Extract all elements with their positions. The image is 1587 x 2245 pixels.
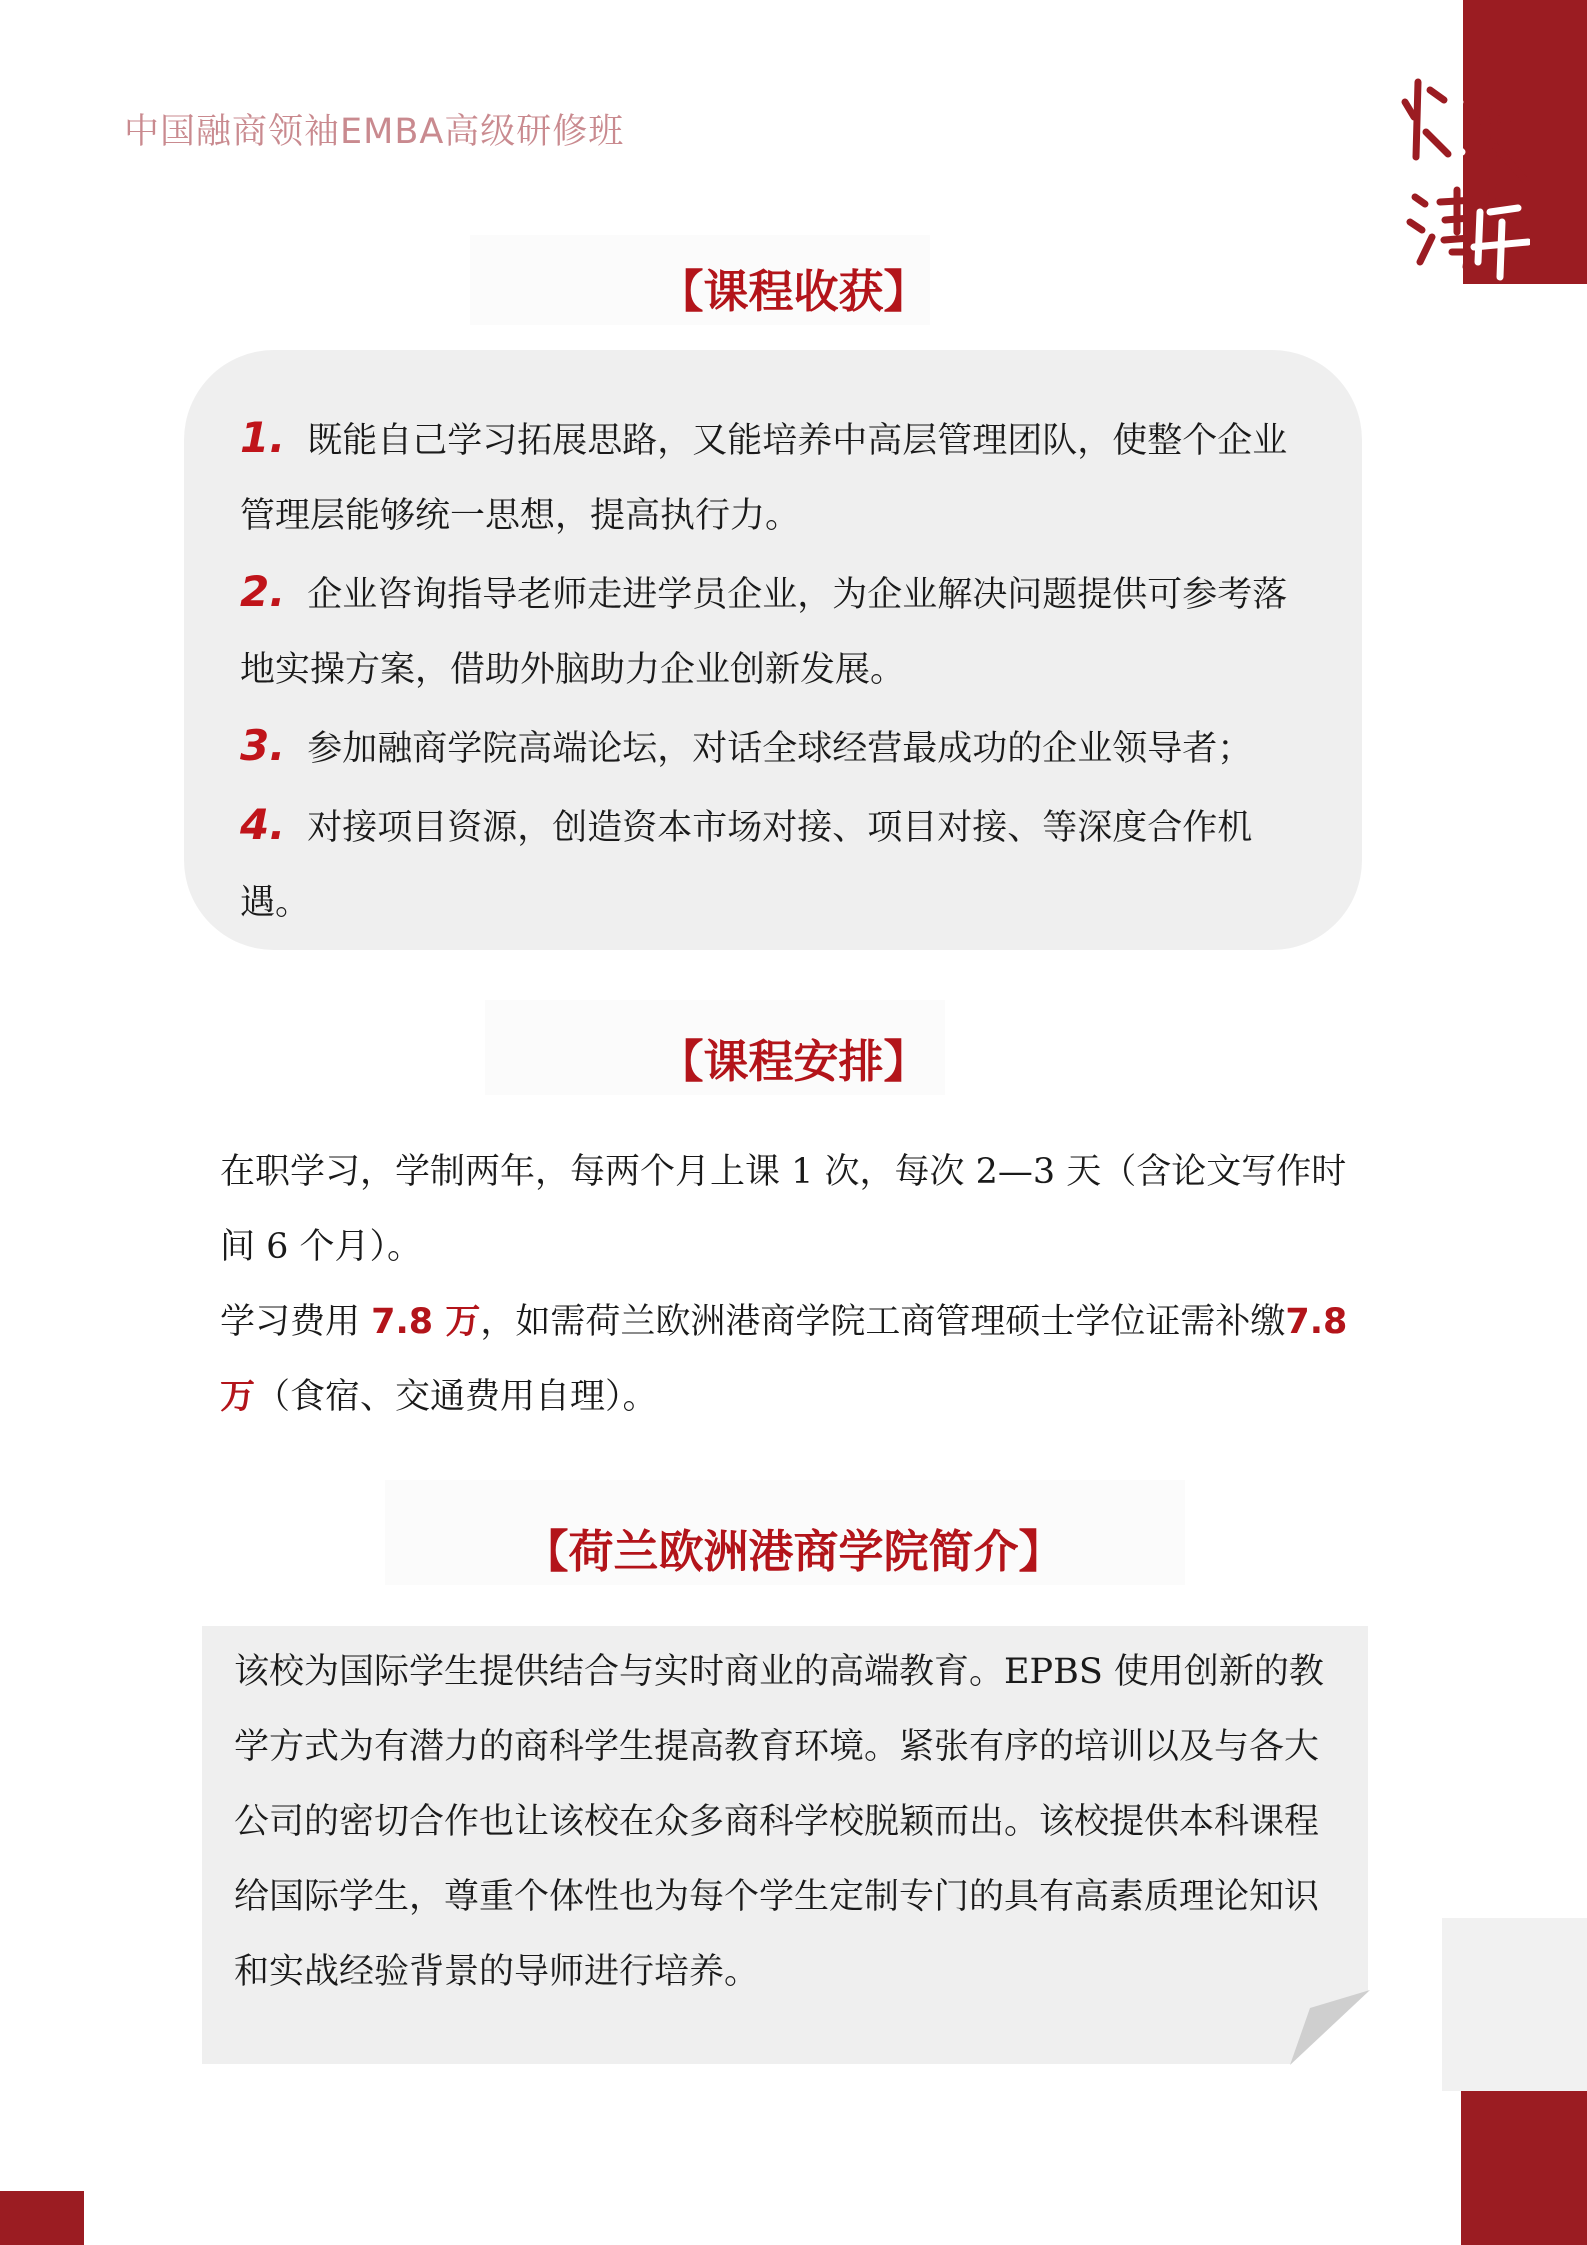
intro-text: 该校为国际学生提供结合与实时商业的高端教育。EPBS 使用创新的教学方式为有潜力的商科学生提高教育环境。紧张有序的培训以及与各大公司的密切合作也让该校在众多商科学校脱颖而出。该校提供本科课程给国际学生，尊重个体性也为每个学生定制专门的具有高素质理论知识和实战经验背景的导师进行培养。 [234,1652,1324,1992]
schedule-line: 在职学习，学制两年，每两个月上课 1 次，每次 2—3 天（含论文写作时间 6 个月）。 [220,1152,1347,1267]
fee-amount: 7.8 万 [371,1302,481,1342]
page-curl-decoration [1290,1990,1370,2065]
header-title: 中国融商领袖EMBA高级研修班 [124,112,625,152]
list-item [240,787,1320,941]
list-item [240,400,1320,554]
corner-decoration-grey [1442,1918,1587,2091]
item-number: 1. [240,413,286,462]
item-text: 对接项目资源，创造资本市场对接、项目对接、等深度合作机遇。 [240,808,1253,923]
list-item [240,554,1320,708]
fee-middle: ，如需荷兰欧洲港商学院工商管理硕士学位证需补缴 [480,1302,1286,1342]
list-item [240,708,1320,787]
item-text: 参加融商学院高端论坛，对话全球经营最成功的企业领导者； [307,729,1253,769]
item-text: 既能自己学习拓展思路，又能培养中高层管理团队，使整个企业管理层能够统一思想，提高执行力。 [240,421,1288,536]
item-number: 4. [240,800,286,849]
section-title-schedule: 【课程安排】 [658,1035,929,1088]
gains-list [240,400,1320,941]
item-number: 3. [240,721,286,770]
corner-decoration-left [0,2191,84,2245]
corner-decoration-red [1461,2091,1587,2245]
section-title-gains: 【课程收获】 [658,265,929,318]
item-text: 企业咨询指导老师走进学员企业，为企业解决问题提供可参考落地实操方案，借助外脑助力企业创新发展。 [240,575,1288,690]
fee-amount-2: 7.8 万 [220,1302,1348,1417]
section-title-intro: 【荷兰欧洲港商学院简介】 [523,1525,1064,1578]
fee-prefix: 学习费用 [220,1302,372,1342]
schedule-text [220,1135,1360,1435]
fee-suffix: （食宿、交通费用自理）。 [255,1377,658,1417]
item-number: 2. [240,567,286,616]
